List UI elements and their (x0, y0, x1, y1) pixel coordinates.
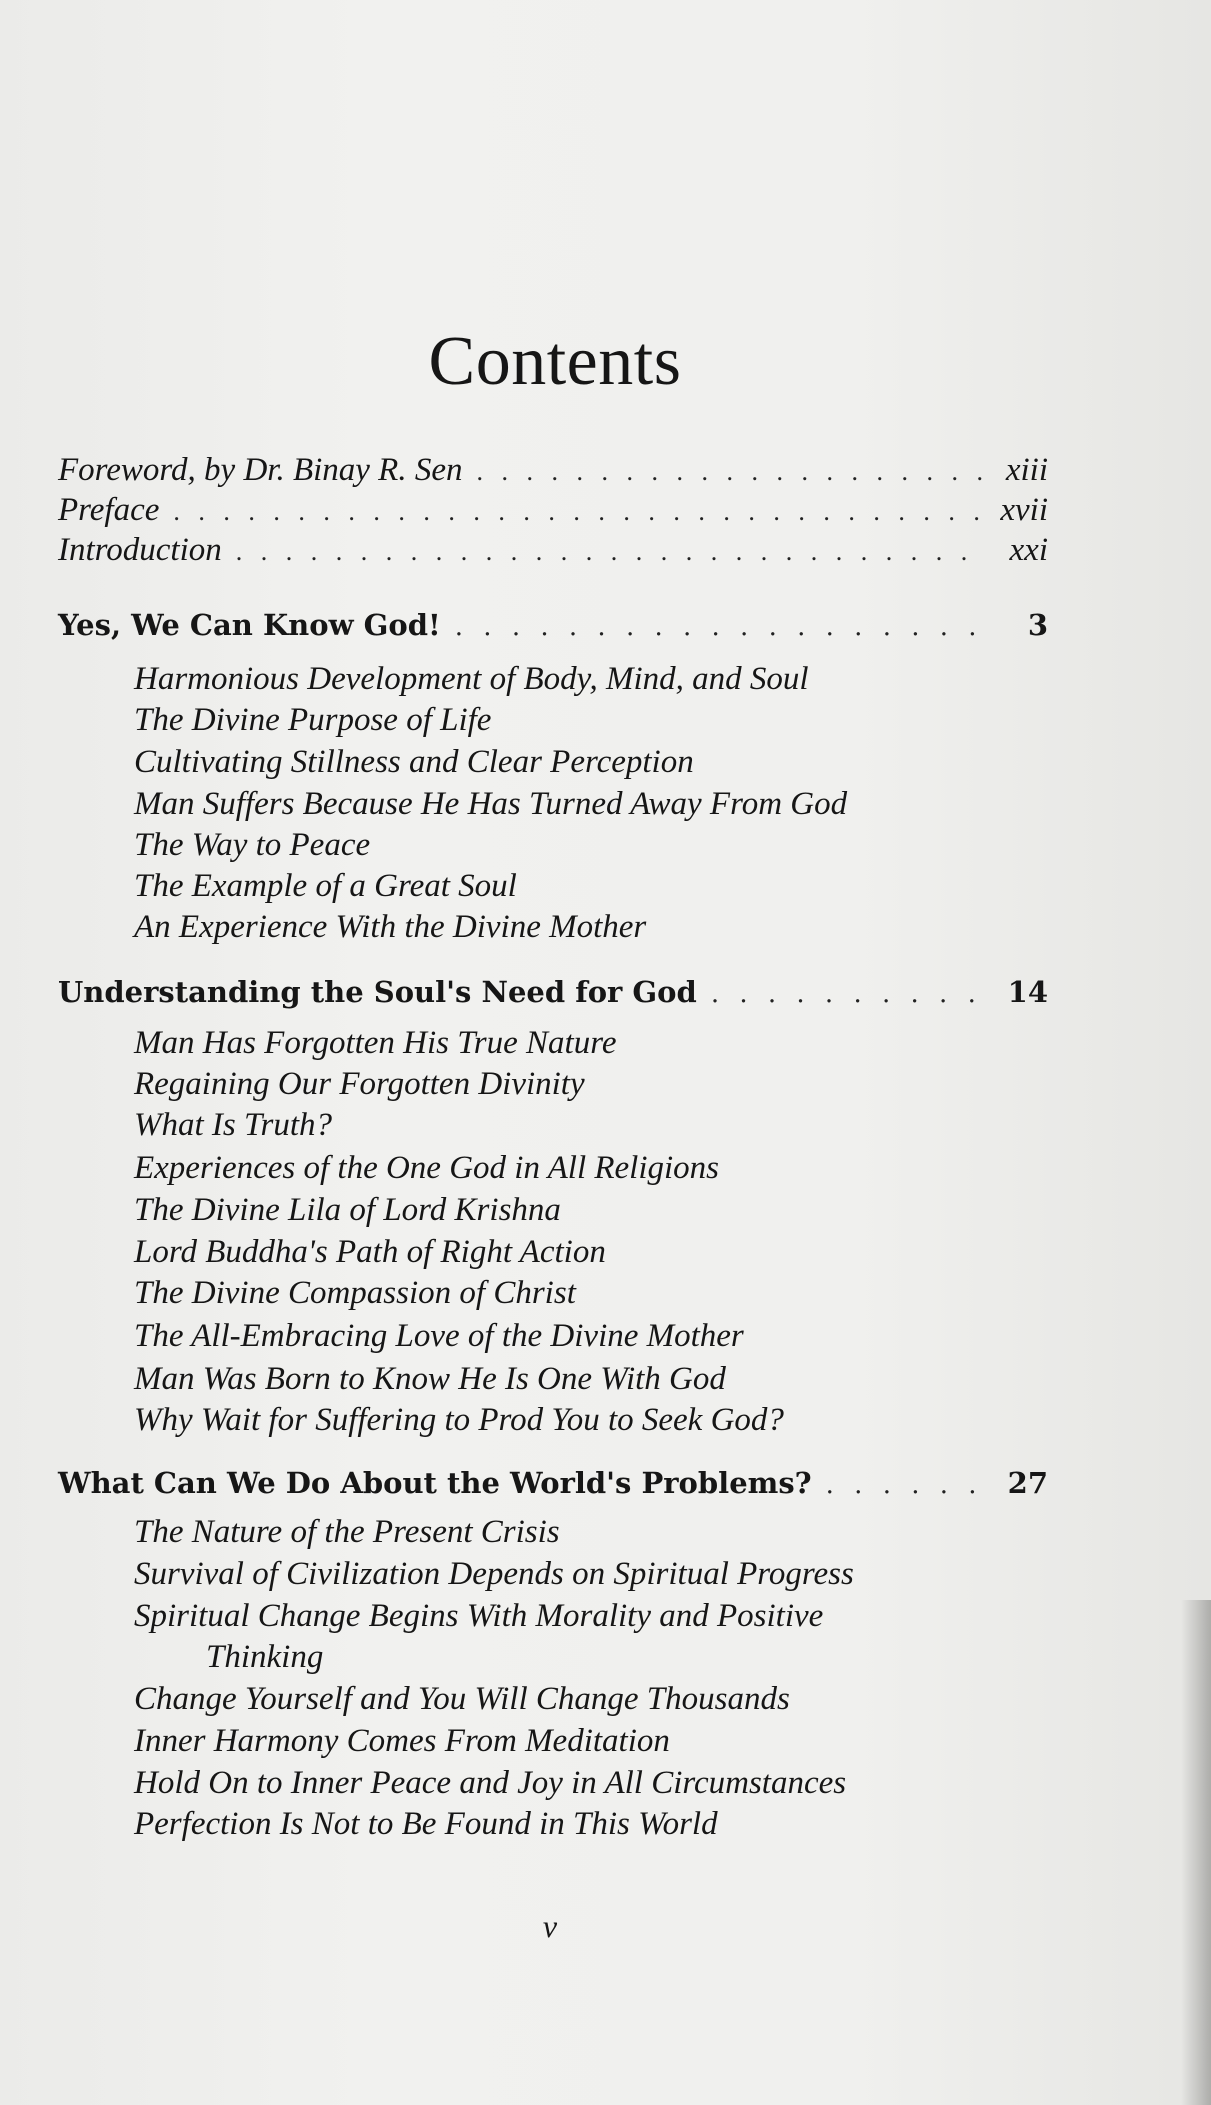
toc-section[interactable]: Experiences of the One God in All Religions (134, 1150, 720, 1186)
toc-entry-label: Preface (58, 492, 160, 528)
toc-section[interactable]: Lord Buddha's Path of Right Action (134, 1234, 606, 1270)
toc-section[interactable]: An Experience With the Divine Mother (134, 909, 647, 945)
toc-entry-preface[interactable] (58, 492, 1048, 529)
toc-entry-introduction[interactable] (58, 532, 1048, 569)
toc-section[interactable]: What Is Truth? (134, 1107, 333, 1143)
toc-section[interactable]: Spiritual Change Begins With Morality and Positive (134, 1598, 824, 1634)
toc-section[interactable]: The Example of a Great Soul (134, 868, 517, 904)
page-edge-shadow (1181, 1600, 1211, 2105)
toc-entry-foreword[interactable] (58, 452, 1048, 489)
toc-page-number: 27 (1007, 1466, 1048, 1500)
toc-section[interactable]: The Divine Lila of Lord Krishna (134, 1192, 561, 1228)
toc-section[interactable]: Regaining Our Forgotten Divinity (134, 1066, 585, 1102)
toc-section[interactable]: Cultivating Stillness and Clear Perception (134, 744, 694, 780)
toc-section[interactable]: Man Was Born to Know He Is One With God (134, 1361, 726, 1397)
toc-entry-label: Introduction (58, 532, 222, 568)
toc-section[interactable]: Hold On to Inner Peace and Joy in All Circumstances (134, 1765, 847, 1801)
toc-section[interactable]: Man Has Forgotten His True Nature (134, 1025, 617, 1061)
toc-page-number: 14 (1007, 975, 1048, 1009)
page-folio: v (542, 1908, 558, 1944)
dot-leader (477, 457, 985, 487)
toc-section[interactable]: Man Suffers Because He Has Turned Away From God (134, 786, 848, 822)
toc-section[interactable]: Perfection Is Not to Be Found in This World (134, 1806, 718, 1842)
toc-section[interactable]: The Way to Peace (134, 827, 371, 863)
page-title: Contents (428, 323, 682, 400)
toc-chapter-1[interactable] (58, 608, 1048, 642)
toc-page-number: xxi (1009, 532, 1048, 568)
toc-page-number: 3 (1027, 608, 1048, 642)
toc-section[interactable]: The Divine Compassion of Christ (134, 1275, 576, 1311)
dot-leader (711, 979, 984, 1009)
toc-section[interactable]: Inner Harmony Comes From Meditation (134, 1723, 670, 1759)
toc-entry-label: Foreword, by Dr. Binay R. Sen (58, 452, 463, 488)
toc-chapter-2[interactable] (58, 975, 1048, 1009)
toc-section[interactable]: Why Wait for Suffering to Prod You to Seek God? (134, 1402, 784, 1438)
chapter-title: Yes, We Can Know God! (58, 608, 441, 642)
toc-section[interactable]: Change Yourself and You Will Change Thousands (134, 1681, 790, 1717)
toc-section-continuation: Thinking (206, 1639, 324, 1675)
toc-section[interactable]: The Divine Purpose of Life (134, 702, 492, 738)
toc-section[interactable]: Survival of Civilization Depends on Spiritual Progress (134, 1556, 854, 1592)
chapter-title: Understanding the Soul's Need for God (58, 975, 697, 1009)
dot-leader (173, 497, 984, 527)
toc-page-number: xvii (1000, 492, 1048, 528)
toc-page-number: xiii (1005, 452, 1048, 488)
toc-section[interactable]: The Nature of the Present Crisis (134, 1514, 560, 1550)
dot-leader (455, 612, 984, 642)
toc-section[interactable]: Harmonious Development of Body, Mind, and Soul (134, 661, 809, 697)
dot-leader (826, 1470, 984, 1500)
toc-section[interactable]: The All-Embracing Love of the Divine Mother (134, 1318, 744, 1354)
chapter-title: What Can We Do About the World's Problems? (58, 1466, 812, 1500)
toc-chapter-3[interactable] (58, 1466, 1048, 1500)
dot-leader (236, 537, 984, 567)
